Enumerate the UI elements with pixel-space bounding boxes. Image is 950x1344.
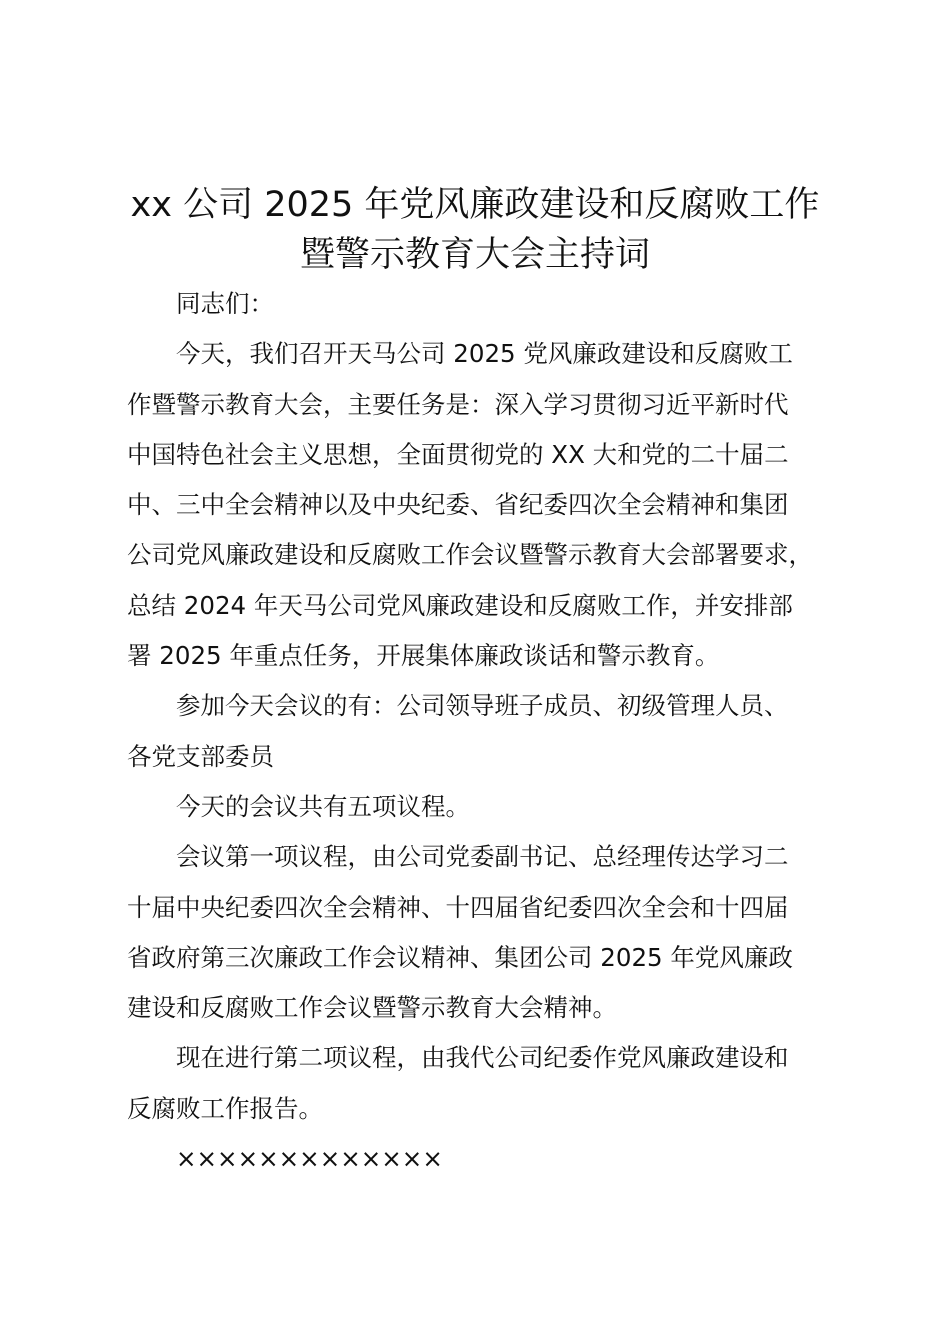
paragraph-line: 建设和反腐败工作会议暨警示教育大会精神。	[127, 993, 617, 1023]
paragraph-line: 各党支部委员	[127, 741, 274, 771]
paragraph-line: 署 2025 年重点任务，开展集体廉政谈话和警示教育。	[127, 641, 720, 671]
document-title-line-1: xx 公司 2025 年党风廉政建设和反腐败工作	[130, 185, 820, 225]
document-title-line-2: 暨警示教育大会主持词	[299, 235, 650, 275]
paragraph-line: 今天，我们召开天马公司 2025 党风廉政建设和反腐败工	[176, 339, 793, 369]
paragraph-line: 参加今天会议的有：公司领导班子成员、初级管理人员、	[176, 691, 789, 721]
placeholder-marks: ×××××××××××××	[176, 1144, 443, 1174]
paragraph-line: 中、三中全会精神以及中央纪委、省纪委四次全会精神和集团	[127, 490, 789, 520]
paragraph-line: 中国特色社会主义思想，全面贯彻党的 XX 大和党的二十届二	[127, 439, 789, 469]
salutation: 同志们：	[176, 289, 274, 318]
paragraph-line: 省政府第三次廉政工作会议精神、集团公司 2025 年党风廉政	[127, 942, 793, 972]
paragraph-line: 十届中央纪委四次全会精神、十四届省纪委四次全会和十四届	[127, 892, 789, 922]
paragraph-line: 总结 2024 年天马公司党风廉政建设和反腐败工作，并安排部	[127, 590, 793, 620]
paragraph-line: 现在进行第二项议程，由我代公司纪委作党风廉政建设和	[176, 1043, 789, 1073]
paragraph-line: 公司党风廉政建设和反腐败工作会议暨警示教育大会部署要求，	[127, 540, 813, 570]
paragraph-line: 反腐败工作报告。	[127, 1093, 323, 1123]
paragraph-line: 会议第一项议程，由公司党委副书记、总经理传达学习二	[176, 842, 789, 872]
document-body	[127, 279, 847, 1184]
paragraph-line: 今天的会议共有五项议程。	[176, 791, 470, 821]
paragraph-line: 作暨警示教育大会，主要任务是：深入学习贯彻习近平新时代	[127, 389, 789, 419]
